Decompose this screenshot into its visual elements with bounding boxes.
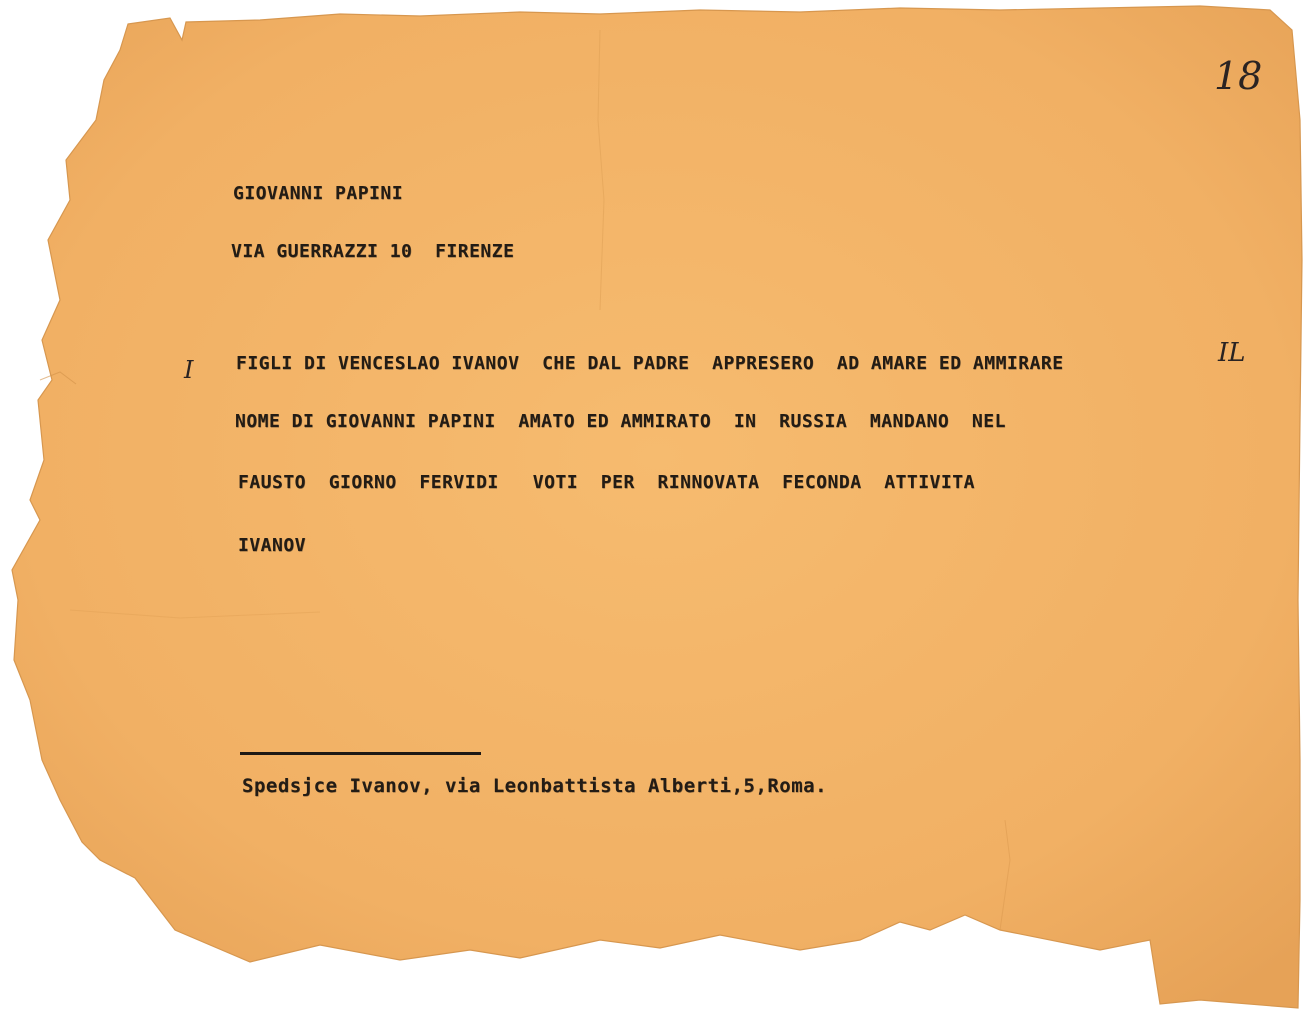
margin-mark-left: I bbox=[184, 356, 194, 384]
message-line-3: FAUSTO GIORNO FERVIDI VOTI PER RINNOVATA FECONDA ATTIVITA bbox=[238, 472, 975, 493]
signature-typed: IVANOV bbox=[238, 535, 307, 556]
message-line-1: FIGLI DI VENCESLAO IVANOV CHE DAL PADRE APPRESERO AD AMARE ED AMMIRARE bbox=[236, 353, 1064, 374]
paper-body bbox=[12, 6, 1302, 1008]
margin-mark-right: IL bbox=[1218, 338, 1246, 368]
page-number-handwritten: 18 bbox=[1214, 54, 1263, 98]
signature-rule bbox=[240, 752, 481, 755]
addressee-address: VIA GUERRAZZI 10 FIRENZE bbox=[231, 241, 515, 262]
sender-line: Spedsjce Ivanov, via Leonbattista Alberti,5,Roma. bbox=[242, 775, 828, 797]
addressee-name: GIOVANNI PAPINI bbox=[233, 183, 404, 204]
message-line-2: NOME DI GIOVANNI PAPINI AMATO ED AMMIRATO IN RUSSIA MANDANO NEL bbox=[235, 411, 1006, 432]
